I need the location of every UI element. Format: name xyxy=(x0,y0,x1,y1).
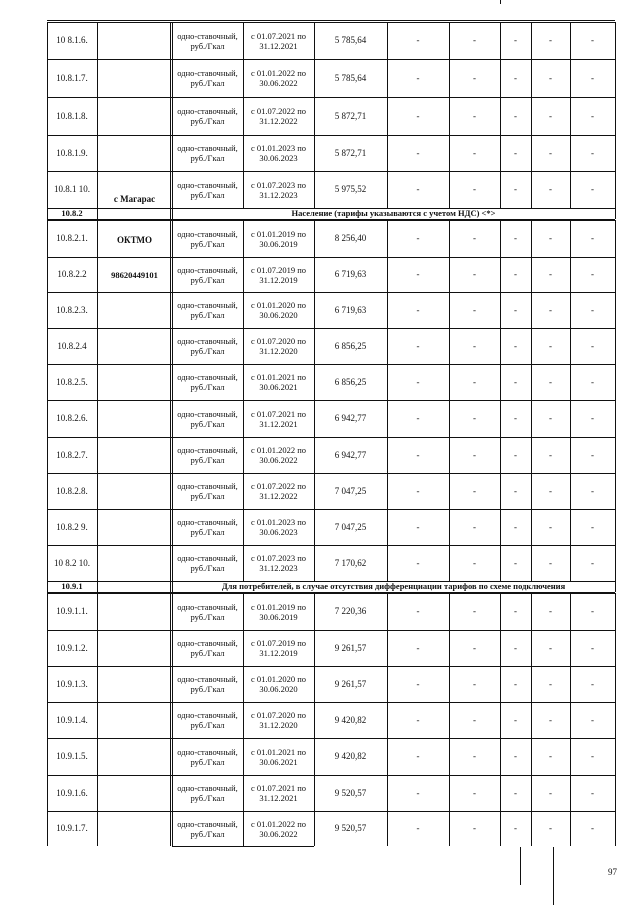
empty-value-dash: - xyxy=(473,449,476,460)
empty-value-dash: - xyxy=(514,413,517,423)
empty-value-dash: - xyxy=(416,184,420,194)
row-number: 10.8.2.8. xyxy=(56,485,88,496)
empty-value-dash: - xyxy=(514,606,517,616)
column-border xyxy=(172,593,173,846)
empty-value-dash: - xyxy=(591,147,594,158)
empty-value-dash: - xyxy=(549,340,552,351)
empty-value-dash: - xyxy=(514,521,517,532)
empty-value-dash: - xyxy=(473,72,476,83)
tariff-unit: одно-ставочный, руб./Гкал xyxy=(177,517,238,537)
tariff-period: с 01.07.2020 по 31.12.2020 xyxy=(250,710,307,730)
empty-value-dash: - xyxy=(591,678,594,689)
empty-value-dash: - xyxy=(591,823,594,833)
empty-value-dash: - xyxy=(514,72,517,83)
row-number: 10.8.2.5. xyxy=(56,376,88,387)
empty-value-dash: - xyxy=(514,557,517,568)
empty-value-dash: - xyxy=(416,449,420,460)
oktmo-label: ОКТМО xyxy=(117,234,152,245)
column-border xyxy=(314,22,315,208)
tariff-period: с 01.01.2020 по 30.06.2020 xyxy=(250,674,307,694)
column-border xyxy=(500,22,501,208)
empty-value-dash: - xyxy=(549,110,552,121)
column-border xyxy=(243,220,244,581)
tariff-price: 7 220,36 xyxy=(334,606,367,616)
column-border xyxy=(531,220,532,581)
column-border xyxy=(615,22,616,208)
tariff-price: 9 261,57 xyxy=(334,642,367,653)
grid-vline xyxy=(47,208,48,219)
tariff-unit: одно-ставочный, руб./Гкал xyxy=(177,228,238,249)
empty-value-dash: - xyxy=(473,521,476,532)
tariff-unit: одно-ставочный, руб./Гкал xyxy=(177,30,238,51)
empty-value-dash: - xyxy=(416,521,420,532)
empty-value-dash: - xyxy=(514,184,517,194)
empty-value-dash: - xyxy=(591,485,594,496)
empty-value-dash: - xyxy=(514,147,517,158)
tariff-price: 5 785,64 xyxy=(334,35,367,45)
empty-value-dash: - xyxy=(591,449,594,460)
column-border xyxy=(314,593,315,846)
tariff-period: с 01.07.2021 по 31.12.2021 xyxy=(250,30,307,51)
row-number: 10.9.1.1. xyxy=(56,606,88,616)
empty-value-dash: - xyxy=(416,72,420,83)
empty-value-dash: - xyxy=(549,751,552,761)
empty-value-dash: - xyxy=(549,413,552,423)
tariff-unit: одно-ставочный, руб./Гкал xyxy=(177,746,238,767)
empty-value-dash: - xyxy=(514,714,517,725)
empty-value-dash: - xyxy=(549,35,552,45)
empty-value-dash: - xyxy=(549,147,552,158)
column-border-number xyxy=(97,22,98,208)
tariff-period: с 01.01.2022 по 30.06.2022 xyxy=(250,68,307,88)
empty-value-dash: - xyxy=(416,340,420,351)
row-number: 10.8.2.1. xyxy=(56,233,88,243)
tariff-unit: одно-ставочный, руб./Гкал xyxy=(177,481,238,501)
tariff-unit: одно-ставочный, руб./Гкал xyxy=(177,601,238,622)
tariff-unit: одно-ставочный, руб./Гкал xyxy=(177,372,238,392)
empty-value-dash: - xyxy=(591,714,594,725)
empty-value-dash: - xyxy=(549,376,552,387)
tariff-unit: одно-ставочный, руб./Гкал xyxy=(177,264,238,285)
tariff-price: 9 520,57 xyxy=(334,787,367,798)
empty-value-dash: - xyxy=(473,751,476,761)
tariff-price: 5 872,71 xyxy=(334,110,367,121)
empty-value-dash: - xyxy=(473,485,476,496)
row-number: 10.8.1.9. xyxy=(56,147,88,158)
tariff-period: с 01.01.2022 по 30.06.2022 xyxy=(250,445,307,465)
tariff-price: 6 719,63 xyxy=(334,269,367,279)
empty-value-dash: - xyxy=(549,606,552,616)
empty-value-dash: - xyxy=(549,184,552,194)
empty-value-dash: - xyxy=(514,376,517,387)
empty-value-dash: - xyxy=(416,823,420,833)
tariff-unit: одно-ставочный, руб./Гкал xyxy=(177,445,238,465)
tariff-price: 9 520,57 xyxy=(334,823,367,833)
tariff-price: 9 261,57 xyxy=(334,678,367,689)
empty-value-dash: - xyxy=(473,376,476,387)
empty-value-dash: - xyxy=(591,642,594,653)
empty-value-dash: - xyxy=(591,521,594,532)
empty-value-dash: - xyxy=(549,304,552,315)
row-number: 10.8.1 10. xyxy=(54,184,90,194)
column-border xyxy=(449,220,450,581)
empty-value-dash: - xyxy=(416,714,420,725)
empty-value-dash: - xyxy=(473,304,476,315)
empty-value-dash: - xyxy=(416,557,420,568)
section-title: Население (тарифы указываются с учетом НДС) <*> xyxy=(291,208,496,218)
empty-value-dash: - xyxy=(473,714,476,725)
row-number: 10.9.1.6. xyxy=(56,787,88,798)
tariff-unit: одно-ставочный, руб./Гкал xyxy=(177,179,238,200)
column-border xyxy=(615,220,616,581)
empty-value-dash: - xyxy=(416,606,420,616)
grid-vline xyxy=(172,581,173,592)
empty-value-dash: - xyxy=(473,184,476,194)
empty-value-dash: - xyxy=(473,557,476,568)
tariff-period: с 01.07.2021 по 31.12.2021 xyxy=(250,783,307,803)
empty-value-dash: - xyxy=(473,787,476,798)
tariff-period: с 01.07.2021 по 31.12.2021 xyxy=(250,408,307,429)
tariff-period: с 01.07.2019 по 31.12.2019 xyxy=(250,264,307,285)
empty-value-dash: - xyxy=(514,304,517,315)
grid-vline xyxy=(97,208,98,219)
tariff-unit: одно-ставочный, руб./Гкал xyxy=(177,336,238,356)
empty-value-dash: - xyxy=(549,823,552,833)
tariff-unit: одно-ставочный, руб./Гкал xyxy=(177,68,238,88)
column-border-double xyxy=(170,22,171,846)
tariff-period: с 01.01.2021 по 30.06.2021 xyxy=(250,372,307,392)
empty-value-dash: - xyxy=(514,110,517,121)
tariff-period: с 01.01.2020 по 30.06.2020 xyxy=(250,300,307,320)
empty-value-dash: - xyxy=(416,787,420,798)
column-border xyxy=(500,593,501,846)
row-number: 10.8.2.7. xyxy=(56,449,88,460)
empty-value-dash: - xyxy=(591,35,594,45)
empty-value-dash: - xyxy=(591,72,594,83)
tariff-price: 6 942,77 xyxy=(334,413,367,423)
tariff-unit: одно-ставочный, руб./Гкал xyxy=(177,638,238,658)
empty-value-dash: - xyxy=(416,485,420,496)
tariff-period: с 01.07.2023 по 31.12.2023 xyxy=(250,553,307,573)
empty-value-dash: - xyxy=(416,35,420,45)
column-border xyxy=(47,593,48,846)
empty-value-dash: - xyxy=(473,340,476,351)
scan-artifact-line xyxy=(500,0,501,4)
row-number: 10.8.2.2 xyxy=(57,269,87,279)
empty-value-dash: - xyxy=(514,823,517,833)
empty-value-dash: - xyxy=(416,110,420,121)
empty-value-dash: - xyxy=(416,233,420,243)
tariff-period: с 01.07.2022 по 31.12.2022 xyxy=(250,106,307,126)
empty-value-dash: - xyxy=(514,233,517,243)
grid-vline xyxy=(615,581,616,592)
tariff-price: 9 420,82 xyxy=(334,751,367,761)
empty-value-dash: - xyxy=(549,269,552,279)
tariff-period: с 01.01.2023 по 30.06.2023 xyxy=(250,517,307,537)
tariff-period: с 01.07.2020 по 31.12.2020 xyxy=(250,336,307,356)
empty-value-dash: - xyxy=(591,606,594,616)
empty-value-dash: - xyxy=(514,35,517,45)
row-divider xyxy=(172,846,314,847)
tariff-unit: одно-ставочный, руб./Гкал xyxy=(177,408,238,429)
column-border xyxy=(387,220,388,581)
oktmo-code: 98620449101 xyxy=(111,269,158,280)
page-number: 97 xyxy=(608,867,617,877)
empty-value-dash: - xyxy=(514,787,517,798)
scan-artifact-line xyxy=(553,847,554,905)
section-number: 10.9.1 xyxy=(61,581,83,591)
tariff-price: 6 719,63 xyxy=(334,304,367,315)
empty-value-dash: - xyxy=(549,787,552,798)
column-border xyxy=(47,220,48,581)
row-number: 10.9.1.4. xyxy=(56,714,88,725)
tariff-unit: одно-ставочный, руб./Гкал xyxy=(177,818,238,839)
section-title: Для потребителей, в случае отсутствия дифференциации тарифов по схеме подключения xyxy=(221,581,566,591)
empty-value-dash: - xyxy=(416,678,420,689)
row-number: 10.8.2.6. xyxy=(56,413,88,423)
tariff-period: с 01.01.2022 по 30.06.2022 xyxy=(250,818,307,839)
empty-value-dash: - xyxy=(591,557,594,568)
tariff-unit: одно-ставочный, руб./Гкал xyxy=(177,300,238,320)
tariff-period: с 01.07.2019 по 31.12.2019 xyxy=(250,638,307,658)
empty-value-dash: - xyxy=(416,376,420,387)
column-border xyxy=(47,22,48,208)
empty-value-dash: - xyxy=(549,714,552,725)
column-border xyxy=(243,593,244,846)
column-border xyxy=(243,22,244,208)
column-border xyxy=(172,220,173,581)
row-number: 10.9.1.7. xyxy=(56,823,88,833)
row-number: 10.8.1.7. xyxy=(56,72,88,83)
row-number: 10.9.1.2. xyxy=(56,642,88,653)
tariff-period: с 01.01.2021 по 30.06.2021 xyxy=(250,746,307,767)
empty-value-dash: - xyxy=(591,233,594,243)
tariff-price: 7 047,25 xyxy=(334,485,367,496)
row-number: 10.8.2.4 xyxy=(57,340,87,351)
tariff-unit: одно-ставочный, руб./Гкал xyxy=(177,143,238,163)
empty-value-dash: - xyxy=(416,269,420,279)
row-number: 10 8.2 10. xyxy=(54,557,90,568)
empty-value-dash: - xyxy=(514,449,517,460)
tariff-period: с 01.01.2019 по 30.06.2019 xyxy=(250,601,307,622)
column-border xyxy=(570,220,571,581)
empty-value-dash: - xyxy=(549,557,552,568)
column-border xyxy=(314,220,315,581)
row-number: 10.8.2 9. xyxy=(56,521,88,532)
tariff-price: 9 420,82 xyxy=(334,714,367,725)
empty-value-dash: - xyxy=(473,233,476,243)
empty-value-dash: - xyxy=(514,642,517,653)
empty-value-dash: - xyxy=(473,413,476,423)
locality-name: с Магарас xyxy=(113,193,156,204)
empty-value-dash: - xyxy=(591,787,594,798)
tariff-price: 6 856,25 xyxy=(334,376,367,387)
tariff-unit: одно-ставочный, руб./Гкал xyxy=(177,783,238,803)
column-border xyxy=(570,593,571,846)
empty-value-dash: - xyxy=(416,751,420,761)
grid-vline xyxy=(172,208,173,219)
empty-value-dash: - xyxy=(591,751,594,761)
empty-value-dash: - xyxy=(591,413,594,423)
empty-value-dash: - xyxy=(591,184,594,194)
table-top-border xyxy=(47,20,615,21)
column-border xyxy=(172,22,173,208)
tariff-price: 6 856,25 xyxy=(334,340,367,351)
empty-value-dash: - xyxy=(473,147,476,158)
column-border xyxy=(387,22,388,208)
tariff-price: 5 872,71 xyxy=(334,147,367,158)
tariff-unit: одно-ставочный, руб./Гкал xyxy=(177,106,238,126)
column-border xyxy=(500,220,501,581)
tariff-unit: одно-ставочный, руб./Гкал xyxy=(177,710,238,730)
empty-value-dash: - xyxy=(416,147,420,158)
tariff-price: 7 047,25 xyxy=(334,521,367,532)
column-border-number xyxy=(97,593,98,846)
empty-value-dash: - xyxy=(473,642,476,653)
empty-value-dash: - xyxy=(514,269,517,279)
empty-value-dash: - xyxy=(549,521,552,532)
tariff-unit: одно-ставочный, руб./Гкал xyxy=(177,674,238,694)
empty-value-dash: - xyxy=(416,642,420,653)
tariff-price: 8 256,40 xyxy=(334,233,367,243)
empty-value-dash: - xyxy=(549,72,552,83)
empty-value-dash: - xyxy=(549,233,552,243)
empty-value-dash: - xyxy=(591,110,594,121)
tariff-period: с 01.01.2019 по 30.06.2019 xyxy=(250,228,307,249)
tariff-price: 7 170,62 xyxy=(334,557,367,568)
empty-value-dash: - xyxy=(549,642,552,653)
empty-value-dash: - xyxy=(514,340,517,351)
empty-value-dash: - xyxy=(473,678,476,689)
column-border xyxy=(531,22,532,208)
tariff-unit: одно-ставочный, руб./Гкал xyxy=(177,553,238,573)
empty-value-dash: - xyxy=(416,304,420,315)
empty-value-dash: - xyxy=(591,269,594,279)
empty-value-dash: - xyxy=(473,35,476,45)
empty-value-dash: - xyxy=(473,269,476,279)
tariff-price: 5 785,64 xyxy=(334,72,367,83)
grid-vline xyxy=(615,208,616,219)
tariff-price: 6 942,77 xyxy=(334,449,367,460)
empty-value-dash: - xyxy=(549,449,552,460)
tariff-price: 5 975,52 xyxy=(334,184,367,194)
column-border xyxy=(387,593,388,846)
section-number: 10.8.2 xyxy=(61,208,83,218)
row-number: 10 8.1.6. xyxy=(56,35,88,45)
empty-value-dash: - xyxy=(549,485,552,496)
empty-value-dash: - xyxy=(549,678,552,689)
column-border xyxy=(570,22,571,208)
grid-vline xyxy=(97,581,98,592)
empty-value-dash: - xyxy=(514,751,517,761)
empty-value-dash: - xyxy=(591,340,594,351)
empty-value-dash: - xyxy=(473,110,476,121)
row-number: 10.8.2.3. xyxy=(56,304,88,315)
empty-value-dash: - xyxy=(591,304,594,315)
empty-value-dash: - xyxy=(473,823,476,833)
column-border xyxy=(615,593,616,846)
empty-value-dash: - xyxy=(514,485,517,496)
tariff-period: с 01.01.2023 по 30.06.2023 xyxy=(250,143,307,163)
empty-value-dash: - xyxy=(473,606,476,616)
column-border xyxy=(531,593,532,846)
tariff-period: с 01.07.2022 по 31.12.2022 xyxy=(250,481,307,501)
column-border xyxy=(449,22,450,208)
row-number: 10.9.1.5. xyxy=(56,751,88,761)
row-number: 10.8.1.8. xyxy=(56,110,88,121)
column-border xyxy=(449,593,450,846)
empty-value-dash: - xyxy=(514,678,517,689)
empty-value-dash: - xyxy=(416,413,420,423)
tariff-period: с 01.07.2023 по 31.12.2023 xyxy=(250,179,307,200)
grid-vline xyxy=(47,581,48,592)
empty-value-dash: - xyxy=(591,376,594,387)
row-number: 10.9.1.3. xyxy=(56,678,88,689)
scan-artifact-line xyxy=(520,847,521,885)
